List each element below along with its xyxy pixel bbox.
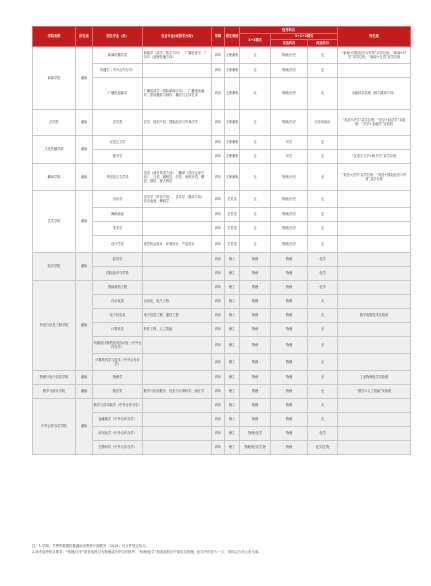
duration-cell: 四年	[212, 221, 225, 235]
header-category: 招生类别	[225, 27, 240, 47]
category-cell: 理工	[225, 412, 240, 426]
major-cell: 数学与应用数学（中外合作办学）	[93, 398, 143, 412]
remarks-cell	[338, 353, 411, 370]
duration-cell: 四年	[212, 426, 225, 440]
college-cell: 新闻学院	[33, 46, 76, 109]
first-choice-cell: 物理/历史	[271, 109, 308, 135]
category-cell: 文理兼收	[225, 149, 240, 163]
category-cell: 理工	[225, 398, 240, 412]
remarks-cell	[338, 398, 411, 412]
college-cell: 物理与电子信息学院	[33, 370, 76, 384]
includes-cell	[143, 63, 212, 77]
major-cell: 汉语言文学	[93, 135, 143, 149]
second-choice-cell: 无	[308, 308, 338, 322]
duration-cell: 四年	[212, 235, 225, 252]
campus-cell: 湖南	[76, 190, 93, 252]
first-choice-cell: 物理/历史	[271, 221, 308, 235]
first-choice-cell: 物理	[271, 280, 308, 294]
includes-cell: 音乐学（声乐方向）、音乐学（器乐方向）、音乐表演、舞蹈学	[143, 190, 212, 207]
duration-cell: 四年	[212, 353, 225, 370]
header-first-choice: 首选科目	[271, 40, 308, 47]
requirement-33-cell: 物理	[240, 384, 271, 398]
major-cell: 电子信息类	[93, 308, 143, 322]
includes-cell	[143, 353, 212, 370]
includes-cell	[143, 207, 212, 221]
category-cell: 艺术类	[225, 221, 240, 235]
category-cell: 文理兼收	[225, 77, 240, 109]
first-choice-cell: 物理	[271, 370, 308, 384]
requirement-33-cell: 无	[240, 46, 271, 63]
remarks-cell	[338, 336, 411, 353]
college-cell: 艺术学院	[33, 190, 76, 252]
first-choice-cell: 物理	[271, 252, 308, 266]
requirement-33-cell: 无	[240, 163, 271, 190]
includes-cell	[143, 370, 212, 384]
first-choice-cell: 物理	[271, 308, 308, 322]
campus-cell: 湖南	[76, 163, 93, 190]
first-choice-cell: 物理/历史	[271, 235, 308, 252]
college-cell: 数学与统计学院	[33, 384, 76, 398]
second-choice-cell: 无	[308, 190, 338, 207]
remarks-cell	[338, 426, 411, 440]
admissions-table	[32, 26, 411, 455]
requirement-33-cell: 物理	[240, 370, 271, 384]
requirement-33-cell: 物理/化学/生物	[240, 440, 271, 454]
major-cell: 金融数学（中外合作办学）	[93, 412, 143, 426]
includes-cell: 英语（商务英语方向）、翻译（英汉互译方向）、日语、朝鲜语、法语、西班牙语、俄语、德语、意大利语	[143, 163, 212, 190]
category-cell: 理工	[225, 322, 240, 336]
category-cell: 艺术类	[225, 235, 240, 252]
requirement-33-cell: 无	[240, 63, 271, 77]
header-duration: 学制	[212, 27, 225, 47]
second-choice-cell: 无	[308, 384, 338, 398]
major-cell: 计算机类	[93, 322, 143, 336]
college-cell: 翻译学院	[33, 163, 76, 190]
includes-cell	[143, 412, 212, 426]
duration-cell: 四年	[212, 77, 225, 109]
major-cell: 设计学类	[93, 235, 143, 252]
header-model-312: 3+1+2模式	[271, 33, 338, 40]
admissions-table-sheet	[32, 26, 410, 455]
first-choice-cell: 物理	[271, 294, 308, 308]
remarks-cell	[338, 252, 411, 266]
duration-cell: 四年	[212, 370, 225, 384]
duration-cell: 四年	[212, 336, 225, 353]
includes-cell	[143, 221, 212, 235]
second-choice-cell: 化学	[308, 252, 338, 266]
major-cell: 广播电视编导	[93, 77, 143, 109]
campus-cell: 湖南	[76, 135, 93, 163]
category-cell: 理工	[225, 266, 240, 280]
duration-cell: 四年	[212, 322, 225, 336]
second-choice-cell: 无	[308, 163, 338, 190]
requirement-33-cell: 无	[240, 149, 271, 163]
includes-cell	[143, 252, 212, 266]
first-choice-cell: 物理/历史	[271, 163, 308, 190]
remarks-cell	[338, 322, 411, 336]
table-row	[33, 280, 411, 294]
includes-cell	[143, 336, 212, 353]
duration-cell: 四年	[212, 308, 225, 322]
major-cell: 经济学	[93, 252, 143, 266]
remarks-cell	[338, 135, 411, 149]
category-cell: 文理兼收	[225, 163, 240, 190]
campus-cell: 湖南	[76, 109, 93, 135]
second-choice-cell: 无	[308, 207, 338, 221]
major-cell: 秘书学	[93, 149, 143, 163]
first-choice-cell: 物理	[271, 440, 308, 454]
second-choice-cell: 化学/生物	[308, 440, 338, 454]
requirement-33-cell: 物理	[240, 336, 271, 353]
first-choice-cell: 物理	[271, 353, 308, 370]
campus-cell: 湖南	[76, 370, 93, 384]
remarks-cell: “新闻+国际经济与贸易”双学位班；“新闻+法学”双学位班；“新闻+日语”双学位班	[338, 46, 411, 63]
duration-cell: 四年	[212, 398, 225, 412]
includes-cell	[143, 266, 212, 280]
remarks-cell: “英语+法学”双学位班；“英语+国际经济与贸易”双学位班	[338, 163, 411, 190]
duration-cell: 四年	[212, 163, 225, 190]
requirement-33-cell: 物理	[240, 294, 271, 308]
duration-cell: 四年	[212, 412, 225, 426]
header-requirements: 选考科目	[240, 27, 338, 34]
category-cell: 艺术类	[225, 207, 240, 221]
second-choice-cell: 无	[308, 235, 338, 252]
header-remarks: 特色班	[338, 27, 411, 47]
campus-cell: 湖南	[76, 384, 93, 398]
major-cell: 数学类	[93, 384, 143, 398]
college-cell: 经济学院	[33, 252, 76, 280]
major-cell: 计算机科学与技术（中外合作办学）	[93, 353, 143, 370]
remarks-cell: “英语+法学”双学位班；“法学+经济学”实验班；“法学+金融学”实验班	[338, 109, 411, 135]
major-cell: 智能制造工程	[93, 280, 143, 294]
category-cell: 理工	[225, 384, 240, 398]
header-major: 招生专业（类）	[93, 27, 143, 47]
footnote-1: 注：1.学制、学费等数据依据湖南省教育厅湘教发〔2019〕号文件规定执行。	[32, 544, 149, 548]
table-row	[33, 370, 411, 384]
includes-cell: 软件工程、人工智能	[143, 322, 212, 336]
first-choice-cell: 物理/历史	[271, 63, 308, 77]
college-cell: 文化传播学院	[33, 135, 76, 163]
category-cell: 文理兼收	[225, 63, 240, 77]
major-cell: 生物科学（中外合作办学）	[93, 440, 143, 454]
major-cell: 国际经济与贸易	[93, 266, 143, 280]
first-choice-cell: 物理/历史	[271, 77, 308, 109]
second-choice-cell: 历史或政治	[308, 109, 338, 135]
remarks-cell	[338, 412, 411, 426]
remarks-cell: 工业物理化学实验班	[338, 370, 411, 384]
second-choice-cell: 无	[308, 322, 338, 336]
first-choice-cell: 物理	[271, 398, 308, 412]
remarks-cell	[338, 294, 411, 308]
second-choice-cell: 无	[308, 294, 338, 308]
second-choice-cell: 无	[308, 221, 338, 235]
requirement-33-cell: 物理	[240, 280, 271, 294]
first-choice-cell: 物理	[271, 384, 308, 398]
remarks-cell: “汉语言文学+秘书学”双学位班	[338, 149, 411, 163]
category-cell: 理工	[225, 252, 240, 266]
duration-cell: 四年	[212, 63, 225, 77]
campus-cell: 湖南	[76, 280, 93, 370]
table-row	[33, 384, 411, 398]
footnotes	[32, 543, 410, 555]
duration-cell: 四年	[212, 190, 225, 207]
requirement-33-cell: 无	[240, 135, 271, 149]
first-choice-cell: 历史	[271, 149, 308, 163]
second-choice-cell: 无	[308, 412, 338, 426]
table-row	[33, 163, 411, 190]
major-cell: 舞蹈表演	[93, 207, 143, 221]
requirement-33-cell: 物理	[240, 266, 271, 280]
footnote-2: 2.高考选考科目要求：“物理/历史”指首选科目为物理或历史均可报考；“物理/化学”指再选科目中需包含物理、化学中的至少一门，具体以当年公布为准。	[32, 550, 262, 555]
duration-cell: 四年	[212, 149, 225, 163]
major-cell: 外国语言文学类	[93, 163, 143, 190]
college-cell: 机电与信息工程学院	[33, 280, 76, 370]
requirement-33-cell: 无	[240, 190, 271, 207]
requirement-33-cell: 物理/化学	[240, 426, 271, 440]
duration-cell: 四年	[212, 440, 225, 454]
category-cell: 理工	[225, 353, 240, 370]
duration-cell: 四年	[212, 280, 225, 294]
remarks-cell	[338, 280, 411, 294]
includes-cell	[143, 135, 212, 149]
second-choice-cell: 无	[308, 135, 338, 149]
category-cell: 理工	[225, 336, 240, 353]
remarks-cell	[338, 235, 411, 252]
requirement-33-cell: 无	[240, 221, 271, 235]
first-choice-cell: 物理/历史	[271, 207, 308, 221]
includes-cell	[143, 280, 212, 294]
remarks-cell: 全媒体实验班（数字媒体方向）	[338, 77, 411, 109]
header-campus: 所在地	[76, 27, 93, 47]
duration-cell: 四年	[212, 294, 225, 308]
second-choice-cell: 无	[308, 46, 338, 63]
duration-cell: 四年	[212, 109, 225, 135]
table-row	[33, 109, 411, 135]
major-cell: 自动化类	[93, 294, 143, 308]
first-choice-cell: 物理	[271, 426, 308, 440]
major-cell: 音乐学	[93, 190, 143, 207]
category-cell: 理工	[225, 308, 240, 322]
includes-cell: 电子信息工程、通信工程	[143, 308, 212, 322]
remarks-cell	[338, 190, 411, 207]
requirement-33-cell: 无	[240, 77, 271, 109]
category-cell: 文理兼收	[225, 109, 240, 135]
header-second-choice: 再选科目	[308, 40, 338, 47]
includes-cell: 数学与应用数学、信息与计算科学、统计学	[143, 384, 212, 398]
duration-cell: 四年	[212, 266, 225, 280]
second-choice-cell: 无	[308, 63, 338, 77]
second-choice-cell: 无	[308, 77, 338, 109]
remarks-cell: “数学+人工智能”实验班	[338, 384, 411, 398]
remarks-cell	[338, 63, 411, 77]
table-row	[33, 398, 411, 412]
includes-cell: 广播电视学（国际新闻方向）、广播电视编导、影视摄影与制作、播音与主持艺术	[143, 77, 212, 109]
table-row	[33, 135, 411, 149]
major-cell: 传播学（中外合作办学）	[93, 63, 143, 77]
includes-cell	[143, 426, 212, 440]
second-choice-cell: 化学	[308, 426, 338, 440]
second-choice-cell: 无	[308, 149, 338, 163]
requirement-33-cell: 物理	[240, 398, 271, 412]
major-cell: 美术学	[93, 221, 143, 235]
requirement-33-cell: 物理	[240, 322, 271, 336]
requirement-33-cell: 物理	[240, 308, 271, 322]
includes-cell	[143, 149, 212, 163]
category-cell: 理工	[225, 294, 240, 308]
second-choice-cell: 化学	[308, 266, 338, 280]
first-choice-cell: 物理	[271, 336, 308, 353]
first-choice-cell: 物理	[271, 322, 308, 336]
campus-cell: 湖南	[76, 46, 93, 109]
includes-cell	[143, 398, 212, 412]
first-choice-cell: 物理	[271, 412, 308, 426]
requirement-33-cell: 物理	[240, 252, 271, 266]
header-includes: 包含专业(或招考方向)	[143, 27, 212, 47]
major-cell: 应用化学（中外合作办学）	[93, 426, 143, 440]
duration-cell: 四年	[212, 46, 225, 63]
college-cell: 法学院	[33, 109, 76, 135]
includes-cell: 自动化、电气工程	[143, 294, 212, 308]
remarks-cell	[338, 266, 411, 280]
campus-cell: 湖南	[76, 252, 93, 280]
remarks-cell	[338, 440, 411, 454]
category-cell: 理工	[225, 440, 240, 454]
category-cell: 理工	[225, 280, 240, 294]
requirement-33-cell: 无	[240, 207, 271, 221]
table-row	[33, 252, 411, 266]
major-cell: 法学类	[93, 109, 143, 135]
second-choice-cell: 无	[308, 353, 338, 370]
major-cell: 物理学	[93, 370, 143, 384]
duration-cell: 四年	[212, 207, 225, 221]
second-choice-cell: 无	[308, 398, 338, 412]
remarks-cell	[338, 207, 411, 221]
remarks-cell: 数字电路技术实验班	[338, 308, 411, 322]
second-choice-cell: 化学	[308, 280, 338, 294]
category-cell: 文理兼收	[225, 46, 240, 63]
college-cell: 中外合作办学学院	[33, 398, 76, 454]
first-choice-cell: 物理/历史	[271, 46, 308, 63]
remarks-cell	[338, 221, 411, 235]
first-choice-cell: 物理	[271, 266, 308, 280]
first-choice-cell: 历史	[271, 135, 308, 149]
second-choice-cell: 无	[308, 370, 338, 384]
duration-cell: 四年	[212, 384, 225, 398]
table-row	[33, 190, 411, 207]
table-header	[33, 27, 411, 47]
header-college: 学院名称	[33, 27, 76, 47]
requirement-33-cell: 无	[240, 109, 271, 135]
category-cell: 文理兼收	[225, 135, 240, 149]
major-cell: 机械设计制造及其自动化（中外合作办学）	[93, 336, 143, 353]
campus-cell: 湖南	[76, 398, 93, 454]
includes-cell: 法学、知识产权、国际经济与贸易法学	[143, 109, 212, 135]
duration-cell: 四年	[212, 135, 225, 149]
category-cell: 艺术类	[225, 190, 240, 207]
requirement-33-cell: 物理	[240, 353, 271, 370]
first-choice-cell: 物理/历史	[271, 190, 308, 207]
requirement-33-cell: 无	[240, 235, 271, 252]
includes-cell: 新闻学（双学、数字方向）、广播电视学、广告学（品牌传播方向）	[143, 46, 212, 63]
duration-cell: 四年	[212, 252, 225, 266]
table-row	[33, 46, 411, 63]
includes-cell: 视觉传达设计、环境设计、产品设计	[143, 235, 212, 252]
includes-cell	[143, 440, 212, 454]
header-model-33: 3+3模式	[240, 33, 271, 46]
requirement-33-cell: 物理	[240, 412, 271, 426]
second-choice-cell: 无	[308, 336, 338, 353]
category-cell: 理工	[225, 370, 240, 384]
category-cell: 理工	[225, 426, 240, 440]
major-cell: 新闻传播学类	[93, 46, 143, 63]
table-body	[33, 46, 411, 454]
